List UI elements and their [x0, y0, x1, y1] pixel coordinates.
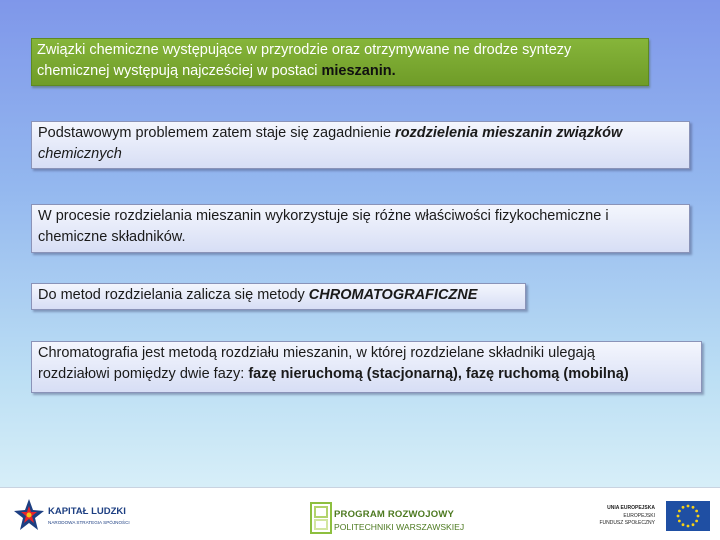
problem-text: Podstawowym problemem zatem staje się zagadnienie	[38, 125, 396, 141]
kapital-ludzki-title: KAPITAŁ LUDZKI	[48, 506, 126, 517]
kapital-ludzki-subtitle: NARODOWA STRATEGIA SPÓJNOŚCI	[48, 520, 130, 525]
properties-box	[31, 204, 690, 253]
eu-line-3: FUNDUSZ SPOŁECZNY	[599, 520, 655, 526]
program-rozwojowy-line-1: PROGRAM ROZWOJOWY	[334, 509, 455, 520]
problem-line-2: chemicznych	[38, 146, 122, 162]
intro-mixtures: mieszanin.	[321, 63, 396, 79]
eu-flag-icon	[666, 501, 710, 531]
intro-box	[31, 38, 649, 86]
intro-line-2-text: chemicznej występują najcześciej w postaci	[37, 63, 322, 79]
methods-chromatographic: CHROMATOGRAFICZNE	[308, 287, 478, 303]
properties-line-1: W procesie rozdzielania mieszanin wykorzystuje się różne właściwości fizykochemiczne i	[38, 208, 609, 224]
methods-text: Do metod rozdzielania zalicza się metody	[38, 287, 309, 303]
kapital-ludzki-logo	[12, 493, 136, 537]
definition-text: rozdziałowi pomiędzy dwie fazy:	[38, 366, 249, 382]
methods-box	[31, 283, 526, 310]
footer-divider	[0, 487, 720, 488]
definition-phases: fazę nieruchomą (stacjonarną), fazę ruchomą (mobilną)	[248, 366, 629, 382]
program-rozwojowy-line-2: POLITECHNIKI WARSZAWSKIEJ	[334, 522, 465, 532]
eu-line-2: EUROPEJSKI	[623, 513, 655, 519]
kapital-ludzki-star-icon	[12, 497, 46, 535]
definition-box	[31, 341, 702, 393]
intro-line-1: Związki chemiczne występujące w przyrodzie oraz otrzymywane ne drodze syntezy	[37, 42, 572, 58]
intro-line-2	[37, 61, 643, 82]
problem-box	[31, 121, 690, 169]
problem-emphasis: rozdzielenia mieszanin związków	[395, 125, 623, 141]
definition-line-1: Chromatografia jest metodą rozdziału mieszanin, w której rozdzielane składniki ulegają	[38, 345, 595, 361]
eu-social-fund-logo	[588, 496, 714, 536]
program-rozwojowy-emblem-icon	[310, 502, 332, 534]
methods-line	[38, 285, 519, 306]
problem-line-1	[38, 123, 683, 144]
program-rozwojowy-logo	[310, 500, 465, 536]
definition-line-2	[38, 364, 695, 385]
properties-line-2: chemiczne składników.	[38, 229, 186, 245]
eu-line-1: UNIA EUROPEJSKA	[607, 505, 655, 511]
